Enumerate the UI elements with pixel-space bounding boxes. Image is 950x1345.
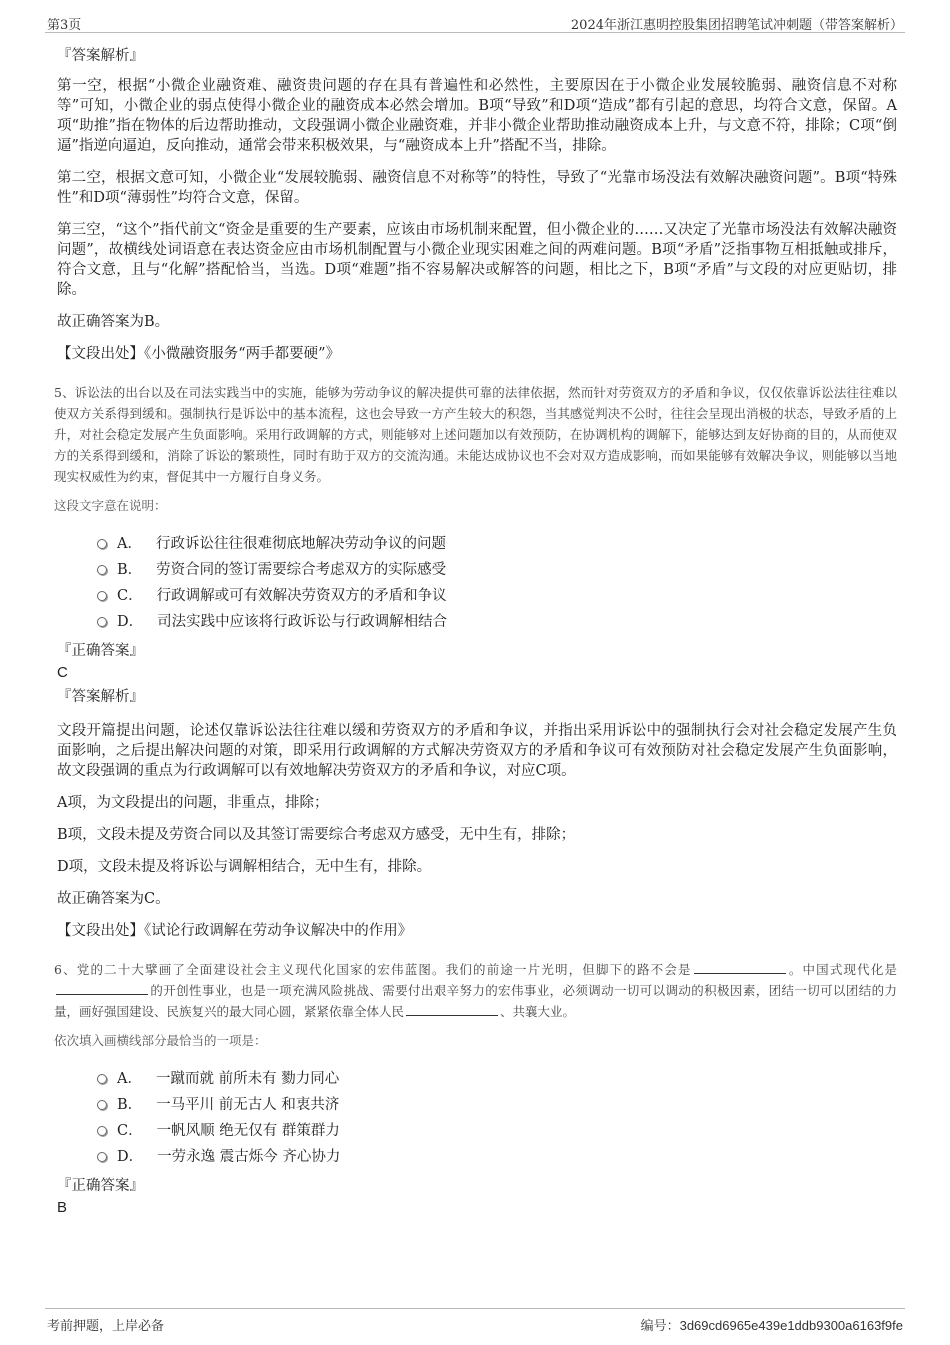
option-text: 行政调解或可有效解决劳资双方的矛盾和争议 <box>156 588 447 604</box>
radio-icon[interactable] <box>97 1074 107 1084</box>
radio-icon[interactable] <box>97 565 107 575</box>
option-letter: A． <box>117 536 142 552</box>
q5-option-b[interactable] <box>97 557 897 583</box>
q5-option-d[interactable] <box>97 609 897 635</box>
q5-answer: C <box>57 664 68 681</box>
document-body <box>54 46 897 1222</box>
q5-answer-label: 『正确答案』 <box>57 643 144 659</box>
option-letter: C． <box>117 588 143 604</box>
radio-icon[interactable] <box>97 1100 107 1110</box>
option-text: 一帆风顺 绝无仅有 群策群力 <box>156 1123 340 1139</box>
q6-stem-part-1: 6、党的二十大擘画了全面建设社会主义现代化国家的宏伟蓝图。我们的前途一片光明，但脚下的路不会是 <box>54 962 692 977</box>
document-title: 2024年浙江惠明控股集团招聘笔试冲刺题（带答案解析） <box>570 18 903 33</box>
q6-stem-part-4: 、共襄大业。 <box>500 1004 576 1019</box>
q5-option-c[interactable] <box>97 583 897 609</box>
q6-answer: B <box>57 1199 68 1216</box>
page-header <box>45 12 905 33</box>
option-letter: B． <box>117 1097 143 1113</box>
option-letter: A． <box>117 1071 142 1087</box>
q5-analysis-p4: D项，文段未提及将诉讼与调解相结合，无中生有，排除。 <box>57 859 432 875</box>
q6-options <box>97 1066 897 1170</box>
q6-option-a[interactable] <box>97 1066 897 1092</box>
q5-prompt: 这段文字意在说明： <box>54 498 167 513</box>
q6-option-b[interactable] <box>97 1092 897 1118</box>
fill-blank-1 <box>694 961 786 974</box>
page-footer <box>45 1308 905 1337</box>
q5-source: 【文段出处】《试论行政调解在劳动争议解决中的作用》 <box>57 923 413 939</box>
q5-analysis-p3: B项，文段未提及劳资合同以及其签订需要综合考虑双方感受，无中生有，排除； <box>57 827 576 843</box>
option-letter: C． <box>117 1123 143 1139</box>
q4-analysis-label: 『答案解析』 <box>57 48 144 64</box>
q4-conclusion: 故正确答案为B。 <box>57 314 170 330</box>
option-text: 一劳永逸 震古烁今 齐心协力 <box>157 1149 341 1165</box>
radio-icon[interactable] <box>97 1152 107 1162</box>
q5-analysis-p1: 文段开篇提出问题，论述仅靠诉讼法往往难以缓和劳资双方的矛盾和争议，并指出采用诉讼中的强制执行会对社会稳定发展产生负面影响，之后提出解决问题的对策，即采用行政调解的方式解决劳资双方的矛盾和争议可有效预防对社会稳定发展产生负面影响，故文段强调的重点为行政调解可以有效地解决劳资双方的矛盾和争议，对应C项。 <box>57 723 897 779</box>
q4-analysis-p2: 第二空，根据文意可知，小微企业“发展较脆弱、融资信息不对称等”的特性，导致了“光靠市场没法有效解决融资问题”。B项“特殊性”和D项“薄弱性”均符合文意，保留。 <box>57 170 897 206</box>
q6-stem <box>54 959 897 1022</box>
q6-stem-part-2: 。中国式现代化是 <box>787 962 897 977</box>
radio-icon[interactable] <box>97 539 107 549</box>
option-text: 劳资合同的签订需要综合考虑双方的实际感受 <box>156 562 447 578</box>
option-letter: D． <box>117 614 144 630</box>
option-text: 一蹴而就 前所未有 勠力同心 <box>155 1071 340 1087</box>
option-text: 司法实践中应该将行政诉讼与行政调解相结合 <box>157 614 448 630</box>
option-letter: D． <box>117 1149 144 1165</box>
q5-stem: 5、诉讼法的出台以及在司法实践当中的实施，能够为劳动争议的解决提供可靠的法律依据，然而针对劳资双方的矛盾和争议，仅仅依靠诉讼法往往难以使双方关系得到缓和。强制执行是诉讼中的基本流程，这也会导致一方产生较大的积怨，当其感觉判决不公时，往往会呈现出消极的状态，导致矛盾的上升，对社会稳定发展产生负面影响。采用行政调解的方式，则能够对上述问题加以有效预防，在协调机构的调解下，能够达到友好协商的目的，从而使双方的关系得到缓和，消除了诉讼的繁琐性，同时有助于双方的交流沟通。未能达成协议也不会对双方造成影响，而如果能够有效解决争议，则能够以当地现实权威性为约束，督促其中一方履行自身义务。 <box>54 385 897 484</box>
q6-option-c[interactable] <box>97 1118 897 1144</box>
document-id: 编号：3d69cd6965e439e1ddb9300a6163f9fe <box>640 1318 903 1333</box>
radio-icon[interactable] <box>97 591 107 601</box>
q5-analysis-label: 『答案解析』 <box>57 689 144 705</box>
q4-source: 【文段出处】《小微融资服务“两手都要硬”》 <box>57 346 341 362</box>
fill-blank-2 <box>56 982 148 995</box>
q6-stem-part-3: 的开创性事业，也是一项充满风险挑战、需要付出艰辛努力的宏伟事业，必须调动一切可以调动的积极因素，团结一切可以团结的力量，画好强国建设、民族复兴的最大同心圆，紧紧依靠全体人民 <box>54 983 897 1019</box>
option-letter: B． <box>117 562 143 578</box>
footer-slogan: 考前押题，上岸必备 <box>47 1319 165 1334</box>
q4-analysis-p3: 第三空，“这个”指代前文“资金是重要的生产要素，应该由市场机制来配置，但小微企业的……又决定了光靠市场没法有效解决融资问题”，故横线处词语意在表达资金应由市场机制配置与小微企业现实困难之间的两难问题。B项“矛盾”泛指事物互相抵触或排斥，符合文意，且与“化解”搭配恰当，当选。D项“难题”指不容易解决或解答的问题，相比之下，B项“矛盾”与文段的对应更贴切，排除。 <box>57 222 897 298</box>
q5-option-a[interactable] <box>97 531 897 557</box>
q5-options <box>97 531 897 635</box>
q6-prompt: 依次填入画横线部分最恰当的一项是： <box>54 1033 267 1048</box>
q6-answer-label: 『正确答案』 <box>57 1178 144 1194</box>
q6-option-d[interactable] <box>97 1144 897 1170</box>
option-text: 行政诉讼往往很难彻底地解决劳动争议的问题 <box>155 536 446 552</box>
radio-icon[interactable] <box>97 1126 107 1136</box>
q4-analysis-p1: 第一空，根据“小微企业融资难、融资贵问题的存在具有普遍性和必然性，主要原因在于小微企业发展较脆弱、融资信息不对称等”可知，小微企业的弱点使得小微企业的融资成本必然会增加。B项“导致”和D项“造成”都有引起的意思，均符合文意，保留。A项“助推”指在物体的后边帮助推动，文段强调小微企业融资难，并非小微企业帮助推动融资成本上升，与文意不符，排除；C项“倒逼”指逆向逼迫，反向推动，通常会带来积极效果，与“融资成本上升”搭配不当，排除。 <box>57 78 897 154</box>
radio-icon[interactable] <box>97 617 107 627</box>
page-number: 第3页 <box>47 18 82 33</box>
q5-conclusion: 故正确答案为C。 <box>57 891 170 907</box>
fill-blank-3 <box>406 1003 498 1016</box>
option-text: 一马平川 前无古人 和衷共济 <box>156 1097 340 1113</box>
q5-analysis-p2: A项，为文段提出的问题，非重点，排除； <box>57 795 329 811</box>
